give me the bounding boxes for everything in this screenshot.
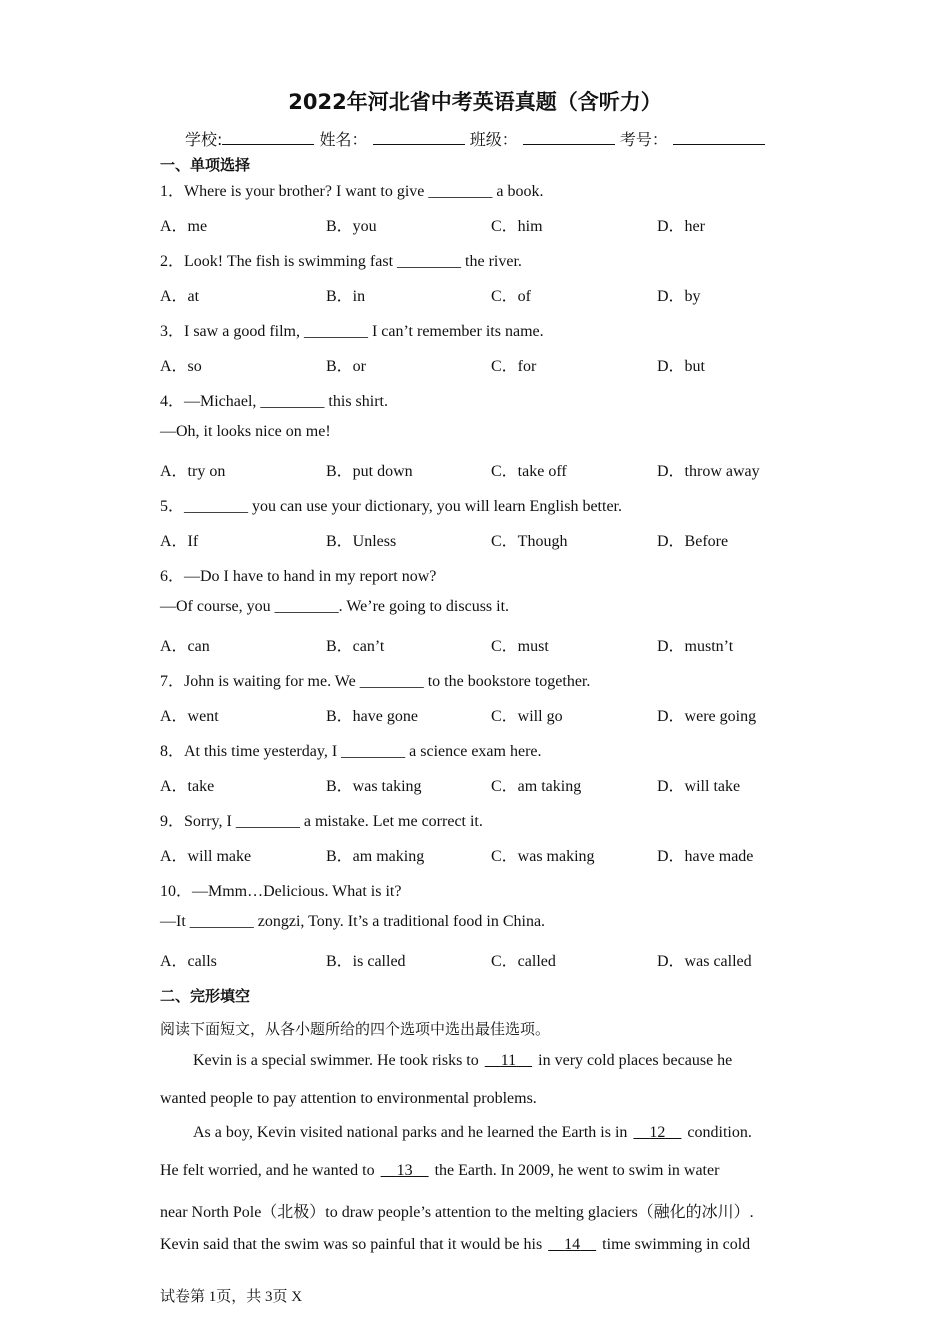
- class-label: 班级：: [469, 130, 518, 149]
- option-b: B．Unless: [326, 533, 397, 550]
- cloze-text: time swimming in cold: [598, 1236, 751, 1253]
- question-stem-reply: —Of course, you ________. We’re going to discuss it.: [160, 598, 510, 615]
- question-stem: 8．At this time yesterday, I ________ a science exam here.: [160, 743, 542, 760]
- option-a: A．calls: [160, 953, 217, 970]
- question-stem: 3．I saw a good film, ________ I can’t remember its name.: [160, 323, 544, 340]
- option-c: C．am taking: [491, 778, 582, 795]
- cloze-text: Kevin said that the swim was so painful that it would be his: [160, 1236, 547, 1253]
- question-stem: 9．Sorry, I ________ a mistake. Let me correct it.: [160, 813, 483, 830]
- option-d: D．mustn’t: [657, 638, 734, 655]
- name-label: 姓名：: [319, 130, 368, 149]
- option-c: C．take off: [491, 463, 567, 480]
- cloze-line: [193, 1052, 732, 1070]
- option-d: D．but: [657, 358, 706, 375]
- option-b: B．is called: [326, 953, 406, 970]
- page-footer: 试卷第 1页，共 3页 X: [160, 1289, 303, 1305]
- cloze-blank-11: 11: [500, 1052, 517, 1069]
- option-c: C．called: [491, 953, 556, 970]
- option-b: B．in: [326, 288, 366, 305]
- option-a: A．If: [160, 533, 199, 550]
- number-label: 考号：: [619, 130, 668, 149]
- option-c: C．was making: [491, 848, 595, 865]
- cloze-text: condition.: [683, 1124, 752, 1141]
- option-d: D．her: [657, 218, 705, 235]
- option-d: D．will take: [657, 778, 741, 795]
- cloze-line: near North Pole（北极）to draw people’s attention to the melting glaciers（融化的冰川）.: [160, 1204, 754, 1221]
- option-d: D．throw away: [657, 463, 760, 480]
- cloze-line: wanted people to pay attention to environmental problems.: [160, 1090, 537, 1107]
- option-b: B．can’t: [326, 638, 385, 655]
- name-blank[interactable]: [373, 130, 465, 145]
- option-d: D．by: [657, 288, 701, 305]
- question-stem: 4．—Michael, ________ this shirt.: [160, 393, 388, 410]
- question-stem: 5．________ you can use your dictionary, you will learn English better.: [160, 498, 622, 515]
- cloze-blank-13: 13: [396, 1162, 413, 1179]
- question-stem: 7．John is waiting for me. We ________ to the bookstore together.: [160, 673, 591, 690]
- option-b: B．am making: [326, 848, 425, 865]
- question-stem: 2．Look! The fish is swimming fast ________ the river.: [160, 253, 522, 270]
- section1-heading: 一、单项选择: [160, 156, 251, 174]
- cloze-text: the Earth. In 2009, he went to swim in water: [430, 1162, 720, 1179]
- option-b: B．or: [326, 358, 367, 375]
- option-c: C．Though: [491, 533, 568, 550]
- cloze-line: [160, 1236, 750, 1254]
- option-a: A．will make: [160, 848, 252, 865]
- cloze-line: [160, 1162, 719, 1180]
- option-c: C．of: [491, 288, 532, 305]
- section2-heading: 二、完形填空: [160, 987, 251, 1005]
- option-a: A．at: [160, 288, 200, 305]
- cloze-text: He felt worried, and he wanted to: [160, 1162, 379, 1179]
- question-stem: 10．—Mmm…Delicious. What is it?: [160, 883, 402, 900]
- school-blank[interactable]: [222, 130, 314, 145]
- option-b: B．you: [326, 218, 377, 235]
- question-stem-reply: —Oh, it looks nice on me!: [160, 423, 331, 440]
- option-d: D．were going: [657, 708, 757, 725]
- option-d: D．have made: [657, 848, 754, 865]
- option-a: A．me: [160, 218, 208, 235]
- student-info: [0, 127, 950, 150]
- cloze-line: [193, 1124, 752, 1142]
- option-b: B．have gone: [326, 708, 418, 725]
- option-c: C．will go: [491, 708, 563, 725]
- cloze-blank-14: 14: [564, 1236, 581, 1253]
- option-a: A．take: [160, 778, 215, 795]
- option-c: C．for: [491, 358, 537, 375]
- cloze-text: Kevin is a special swimmer. He took risks to: [193, 1052, 483, 1069]
- class-blank[interactable]: [523, 130, 615, 145]
- question-stem: 6．—Do I have to hand in my report now?: [160, 568, 437, 585]
- cloze-text: As a boy, Kevin visited national parks and he learned the Earth is in: [193, 1124, 632, 1141]
- cloze-blank-12: 12: [649, 1124, 666, 1141]
- cloze-instruction: 阅读下面短文，从各小题所给的四个选项中选出最佳选项。: [160, 1020, 551, 1038]
- question-stem-reply: —It ________ zongzi, Tony. It’s a traditional food in China.: [160, 913, 546, 930]
- option-d: D．was called: [657, 953, 752, 970]
- exam-title: 2022年河北省中考英语真题（含听力）: [288, 90, 662, 114]
- cloze-text: in very cold places because he: [534, 1052, 733, 1069]
- question-stem: 1．Where is your brother? I want to give ________ a book.: [160, 183, 544, 200]
- option-a: A．try on: [160, 463, 226, 480]
- school-label: 学校:: [184, 130, 223, 149]
- option-a: A．can: [160, 638, 210, 655]
- option-d: D．Before: [657, 533, 729, 550]
- number-blank[interactable]: [673, 130, 765, 145]
- option-c: C．must: [491, 638, 549, 655]
- option-b: B．was taking: [326, 778, 422, 795]
- option-a: A．went: [160, 708, 219, 725]
- option-b: B．put down: [326, 463, 413, 480]
- option-a: A．so: [160, 358, 202, 375]
- option-c: C．him: [491, 218, 543, 235]
